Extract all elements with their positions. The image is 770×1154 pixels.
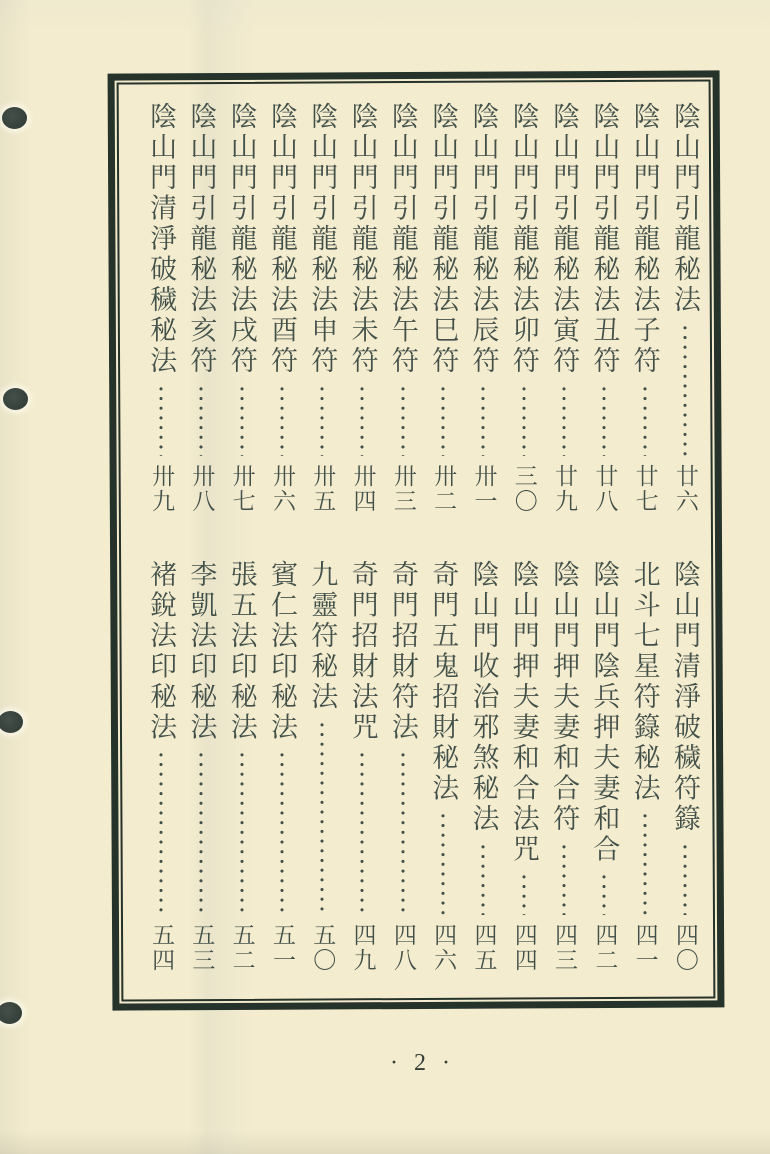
toc-entry-title: 陰山門引龍秘法未符 xyxy=(347,102,378,377)
toc-entry-page-number: 四〇 xyxy=(672,923,698,973)
toc-entry-title: 陰山門引龍秘法寅符 xyxy=(549,102,580,377)
toc-entry xyxy=(466,102,500,515)
toc-entry xyxy=(265,560,299,974)
toc-entry-page-number: 卅六 xyxy=(269,464,295,514)
dot-leader xyxy=(280,384,284,457)
dot-leader xyxy=(643,384,647,457)
toc-entry-page-number: 卅三 xyxy=(390,464,416,514)
toc-entry xyxy=(386,560,420,974)
dot-leader xyxy=(401,750,405,915)
toc-entry xyxy=(225,560,259,974)
toc-entry xyxy=(184,102,218,515)
toc-entry-page-number: 四六 xyxy=(431,923,457,973)
toc-entry-page-number: 四四 xyxy=(511,923,537,973)
toc-entry-title: 陰山門引龍秘法戌符 xyxy=(226,102,257,377)
dot-leader xyxy=(199,384,203,457)
toc-entry xyxy=(265,102,299,515)
toc-entry xyxy=(345,560,379,974)
toc-entry-title: 陰山門引龍秘法酉符 xyxy=(267,102,297,377)
toc-entry-title: 陰山門引龍秘法午符 xyxy=(387,102,418,377)
dot-leader xyxy=(199,750,203,915)
toc-entry-page-number: 五三 xyxy=(189,923,215,973)
toc-entry xyxy=(184,560,218,974)
toc-entry-title: 陰山門押夫妻和合符 xyxy=(549,560,580,835)
dot-leader xyxy=(280,750,284,915)
dot-leader xyxy=(602,872,606,915)
toc-entry-page-number: 四二 xyxy=(592,923,618,973)
toc-entry-page-number: 五一 xyxy=(269,923,295,973)
toc-entry-page-number: 廿七 xyxy=(632,464,658,514)
punch-hole xyxy=(0,1002,22,1024)
toc-entry-title: 陰山門引龍秘法 xyxy=(669,102,700,316)
dot-leader xyxy=(159,384,163,457)
toc-entry-page-number: 卅四 xyxy=(350,464,376,514)
toc-entry xyxy=(225,102,259,515)
dot-leader xyxy=(240,384,244,457)
toc-entry-page-number: 四九 xyxy=(350,923,376,973)
toc-entry-page-number: 四三 xyxy=(552,923,578,973)
dot-leader xyxy=(522,872,526,915)
toc-section-top xyxy=(144,102,702,515)
dot-leader xyxy=(643,811,647,915)
toc-entry-title: 陰山門收治邪煞秘法 xyxy=(468,560,499,835)
toc-entry-title: 陰山門陰兵押夫妻和合 xyxy=(589,560,620,865)
toc-entry-title: 陰山門引龍秘法亥符 xyxy=(186,102,217,377)
dot-leader xyxy=(360,750,364,915)
toc-entry xyxy=(628,102,662,515)
toc-entry-page-number: 四八 xyxy=(390,923,416,973)
dot-leader xyxy=(159,750,163,915)
dot-leader xyxy=(320,720,324,916)
toc-entry-title: 陰山門引龍秘法丑符 xyxy=(589,102,620,377)
toc-entry xyxy=(305,102,339,515)
dot-leader xyxy=(522,384,526,457)
toc-entry xyxy=(345,102,379,515)
dot-leader xyxy=(240,750,244,915)
toc-entry-title: 陰山門引龍秘法卯符 xyxy=(508,102,539,377)
toc-entry-page-number: 廿八 xyxy=(592,464,618,514)
toc-entry-title: 北斗七星符籙秘法 xyxy=(629,560,660,804)
toc-section-bottom xyxy=(144,560,702,974)
toc-entry-title: 九靈符秘法 xyxy=(307,560,338,713)
toc-entry xyxy=(668,560,702,974)
toc-entry-title: 陰山門引龍秘法子符 xyxy=(629,102,660,377)
toc-entry-title: 褚銳法印秘法 xyxy=(146,560,177,743)
toc-entry-page-number: 卅五 xyxy=(310,464,336,514)
toc-entry-page-number: 廿六 xyxy=(672,464,698,514)
toc-entry-page-number: 卅七 xyxy=(229,464,255,514)
punch-hole xyxy=(3,388,28,410)
toc-entry-title: 奇門招財法咒 xyxy=(347,560,378,743)
toc-entry xyxy=(466,560,500,974)
dot-leader xyxy=(562,842,566,916)
dot-leader xyxy=(602,384,606,457)
toc-entry-page-number: 卅八 xyxy=(189,464,215,514)
toc-entry-page-number: 三〇 xyxy=(511,464,537,514)
toc-entry-title: 陰山門清淨破穢符籙 xyxy=(669,560,700,835)
dot-leader xyxy=(441,811,445,915)
toc-entry xyxy=(144,102,178,515)
toc-entry-page-number: 五二 xyxy=(229,923,255,973)
toc-entry xyxy=(426,102,460,515)
dot-leader xyxy=(683,842,687,916)
toc-entry xyxy=(507,560,541,974)
toc-entry xyxy=(386,102,420,515)
dot-leader xyxy=(401,384,405,457)
toc-entry-title: 陰山門引龍秘法巳符 xyxy=(428,102,459,377)
toc-entry-page-number: 廿九 xyxy=(552,464,578,514)
punch-hole xyxy=(2,107,27,129)
toc-entry-title: 張五法印秘法 xyxy=(226,560,257,743)
dot-leader xyxy=(320,384,324,457)
dot-leader xyxy=(441,384,445,457)
toc-entry-title: 奇門招財符法 xyxy=(387,560,418,743)
dot-leader xyxy=(481,842,485,916)
punch-hole xyxy=(0,711,23,733)
toc-entry xyxy=(426,560,460,974)
toc-entry xyxy=(587,560,621,974)
dot-leader xyxy=(360,384,364,457)
toc-entry-title: 陰山門清淨破穢秘法 xyxy=(146,102,177,377)
toc-entry-title: 賓仁法印秘法 xyxy=(267,560,297,743)
page-number: · 2 · xyxy=(390,1050,455,1076)
toc-entry-title: 陰山門押夫妻和合法咒 xyxy=(508,560,539,865)
toc-entry-page-number: 卅一 xyxy=(471,464,497,514)
toc-entry xyxy=(668,102,702,515)
toc-entry-title: 陰山門引龍秘法申符 xyxy=(307,102,338,377)
toc-entry-title: 奇門五鬼招財秘法 xyxy=(428,560,459,804)
toc-entry-page-number: 四五 xyxy=(471,923,497,973)
toc-entry xyxy=(144,560,178,974)
toc-entry-page-number: 五〇 xyxy=(310,923,336,973)
toc-entry-page-number: 卅二 xyxy=(431,464,457,514)
toc-entry-page-number: 卅九 xyxy=(149,464,175,514)
toc-entry-title: 李凱法印秘法 xyxy=(186,560,217,743)
toc-entry xyxy=(547,560,581,974)
toc-entry-title: 陰山門引龍秘法辰符 xyxy=(468,102,499,377)
dot-leader xyxy=(683,323,687,457)
toc-entry xyxy=(628,560,662,974)
toc-entry xyxy=(587,102,621,515)
toc-entry-page-number: 五四 xyxy=(149,923,175,973)
toc-entry xyxy=(547,102,581,515)
dot-leader xyxy=(481,384,485,457)
dot-leader xyxy=(562,384,566,457)
toc-entry xyxy=(305,560,339,974)
toc-entry-page-number: 四一 xyxy=(632,923,658,973)
toc-entry xyxy=(507,102,541,515)
